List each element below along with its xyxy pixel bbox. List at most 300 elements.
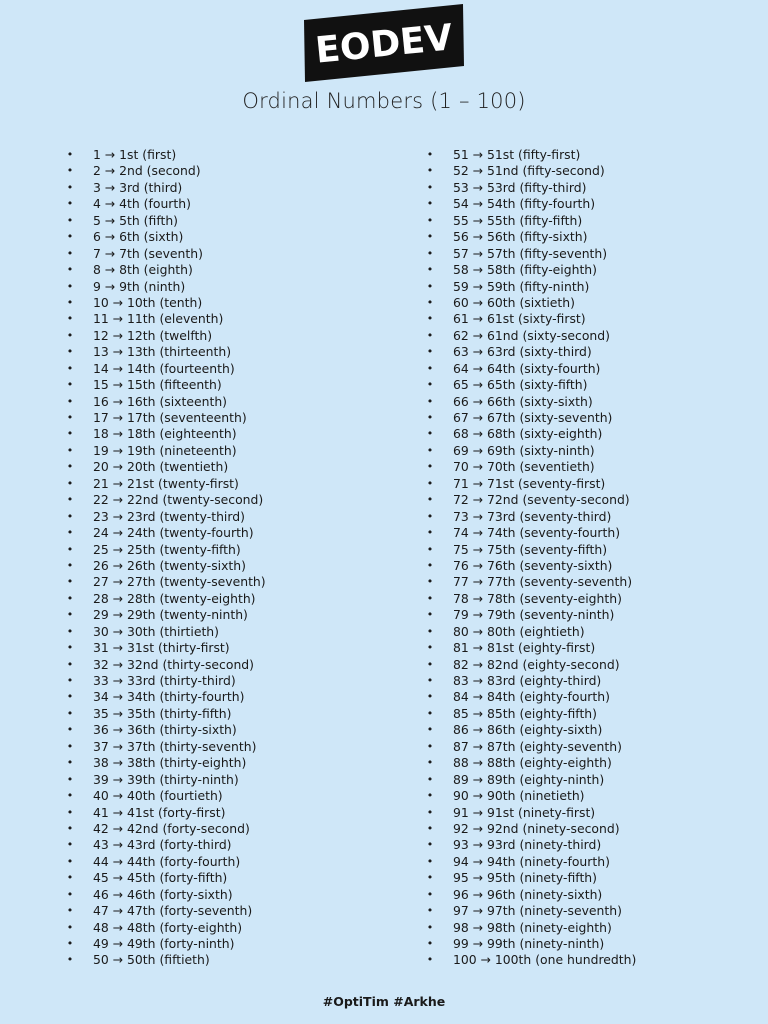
list-item — [426, 706, 636, 722]
list-item-text: 73 → 73rd (seventy-third) — [453, 508, 612, 524]
list-item-text: 23 → 23rd (twenty-third) — [93, 508, 245, 524]
list-item — [426, 443, 636, 459]
bullet-icon: • — [66, 871, 74, 885]
bullet-icon: • — [426, 871, 434, 885]
list-item — [66, 180, 266, 196]
list-item — [426, 788, 636, 804]
bullet-icon: • — [66, 887, 74, 901]
list-item — [66, 394, 266, 410]
list-item — [426, 558, 636, 574]
list-item-text: 58 → 58th (fifty-eighth) — [453, 262, 597, 278]
list-item-text: 15 → 15th (fifteenth) — [93, 377, 222, 393]
list-item-text: 94 → 94th (ninety-fourth) — [453, 853, 610, 869]
list-item-text: 63 → 63rd (sixty-third) — [453, 344, 592, 360]
list-item-text: 62 → 61nd (sixty-second) — [453, 327, 610, 343]
bullet-icon: • — [426, 411, 434, 424]
bullet-icon: • — [66, 674, 74, 687]
list-item — [426, 476, 636, 492]
list-item-text: 60 → 60th (sixtieth) — [453, 294, 575, 310]
bullet-icon: • — [426, 657, 434, 671]
list-item — [426, 837, 636, 853]
list-item — [66, 837, 266, 853]
list-item — [66, 673, 266, 689]
list-item — [66, 492, 266, 508]
bullet-icon: • — [426, 838, 434, 852]
list-item-text: 84 → 84th (eighty-fourth) — [453, 689, 610, 705]
list-item-text: 45 → 45th (forty-fifth) — [93, 870, 228, 886]
bullet-icon: • — [66, 575, 74, 589]
list-item-text: 17 → 17th (seventeenth) — [93, 410, 247, 425]
list-item-text: 30 → 30th (thirtieth) — [93, 623, 219, 639]
list-item-text: 40 → 40th (fourtieth) — [93, 788, 223, 804]
bullet-icon: • — [426, 148, 434, 161]
list-item-text: 68 → 68th (sixty-eighth) — [453, 426, 603, 442]
list-item-text: 47 → 47th (forty-seventh) — [93, 903, 253, 919]
bullet-icon: • — [426, 920, 434, 934]
list-item — [66, 920, 266, 936]
bullet-icon: • — [66, 411, 74, 424]
bullet-icon: • — [66, 180, 74, 194]
list-item — [426, 492, 636, 508]
list-item-text: 91 → 91st (ninety-first) — [453, 804, 596, 820]
list-item-text: 93 → 93rd (ninety-third) — [453, 837, 602, 853]
bullet-icon: • — [66, 361, 74, 375]
bullet-icon: • — [426, 608, 434, 622]
bullet-icon: • — [66, 394, 74, 408]
list-item — [66, 295, 266, 311]
bullet-icon: • — [66, 526, 74, 540]
bullet-icon: • — [66, 542, 74, 556]
list-item — [66, 805, 266, 821]
bullet-icon: • — [426, 230, 434, 244]
bullet-icon: • — [426, 476, 434, 490]
bullet-icon: • — [426, 526, 434, 540]
list-item-text: 4 → 4th (fourth) — [93, 196, 191, 212]
list-item — [426, 328, 636, 344]
list-item-text: 25 → 25th (twenty-fifth) — [93, 541, 241, 557]
list-item-text: 66 → 66th (sixty-sixth) — [453, 393, 593, 409]
bullet-icon: • — [66, 312, 74, 326]
footer-hashtags: #OptiTim #Arkhe — [322, 994, 446, 1009]
list-item-text: 48 → 48th (forty-eighth) — [93, 919, 243, 935]
list-item — [426, 755, 636, 771]
list-item — [426, 180, 636, 196]
list-item — [66, 870, 266, 886]
list-item-text: 78 → 78th (seventy-eighth) — [453, 590, 622, 606]
list-item — [426, 657, 636, 673]
list-item-text: 52 → 51nd (fifty-second) — [453, 163, 605, 179]
list-item-text: 9 → 9th (ninth) — [93, 278, 186, 294]
list-item-text: 2 → 2nd (second) — [93, 163, 201, 179]
list-item — [426, 903, 636, 919]
list-item — [426, 640, 636, 656]
bullet-icon: • — [426, 690, 434, 704]
bullet-icon: • — [426, 624, 434, 638]
list-item-text: 19 → 19th (nineteenth) — [93, 442, 237, 458]
list-item-text: 49 → 49th (forty-ninth) — [93, 936, 235, 951]
list-item-text: 70 → 70th (seventieth) — [453, 459, 595, 475]
list-item — [426, 739, 636, 755]
bullet-icon: • — [66, 493, 74, 507]
bullet-icon: • — [426, 279, 434, 293]
bullet-icon: • — [426, 723, 434, 737]
bullet-icon: • — [426, 854, 434, 868]
list-item-text: 6 → 6th (sixth) — [93, 229, 184, 245]
bullet-icon: • — [426, 805, 434, 819]
list-item-text: 97 → 97th (ninety-seventh) — [453, 903, 622, 919]
bullet-icon: • — [66, 213, 74, 227]
bullet-icon: • — [66, 739, 74, 753]
list-item — [426, 229, 636, 245]
bullet-icon: • — [66, 443, 74, 457]
list-item — [66, 739, 266, 755]
list-item-text: 71 → 71st (seventy-first) — [453, 475, 606, 491]
list-item — [66, 377, 266, 393]
bullet-icon: • — [426, 937, 434, 950]
bullet-icon: • — [66, 608, 74, 622]
bullet-icon: • — [66, 690, 74, 704]
bullet-icon: • — [426, 378, 434, 392]
bullet-icon: • — [66, 838, 74, 852]
bullet-icon: • — [426, 295, 434, 309]
list-item-text: 85 → 85th (eighty-fifth) — [453, 705, 597, 721]
bullet-icon: • — [66, 263, 74, 277]
list-item-text: 29 → 29th (twenty-ninth) — [93, 607, 248, 623]
list-item-text: 61 → 61st (sixty-first) — [453, 311, 586, 327]
list-item-text: 20 → 20th (twentieth) — [93, 459, 229, 475]
list-item — [426, 805, 636, 821]
list-item — [426, 262, 636, 278]
list-item — [66, 509, 266, 525]
list-item-text: 46 → 46th (forty-sixth) — [93, 886, 233, 902]
list-item-text: 56 → 56th (fifty-sixth) — [453, 229, 588, 245]
list-item — [66, 624, 266, 640]
bullet-icon: • — [66, 904, 74, 918]
bullet-icon: • — [66, 460, 74, 474]
list-item-text: 69 → 69th (sixty-ninth) — [453, 442, 595, 458]
bullet-icon: • — [426, 887, 434, 901]
list-item — [66, 410, 266, 426]
list-item — [66, 279, 266, 295]
list-item — [426, 426, 636, 442]
bullet-icon: • — [66, 854, 74, 868]
list-item-text: 80 → 80th (eightieth) — [453, 623, 585, 639]
list-item-text: 90 → 90th (ninetieth) — [453, 788, 585, 804]
bullet-icon: • — [426, 197, 434, 211]
list-item — [66, 755, 266, 771]
list-item-text: 32 → 32nd (thirty-second) — [93, 656, 254, 672]
bullet-icon: • — [426, 789, 434, 803]
bullet-icon: • — [426, 164, 434, 178]
bullet-icon: • — [66, 657, 74, 671]
list-item — [66, 163, 266, 179]
list-item — [66, 196, 266, 212]
list-item — [66, 246, 266, 262]
ordinal-list-left — [66, 147, 266, 969]
list-item-text: 77 → 77th (seventy-seventh) — [453, 574, 633, 590]
list-item-text: 42 → 42nd (forty-second) — [93, 820, 250, 836]
list-item-text: 57 → 57th (fifty-seventh) — [453, 245, 608, 261]
list-item — [426, 542, 636, 558]
list-item — [426, 624, 636, 640]
bullet-icon: • — [66, 230, 74, 244]
bullet-icon: • — [66, 558, 74, 572]
list-item — [426, 246, 636, 262]
bullet-icon: • — [66, 246, 74, 260]
list-item — [66, 936, 266, 952]
list-item-text: 37 → 37th (thirty-seventh) — [93, 738, 257, 754]
bullet-icon: • — [66, 148, 74, 161]
list-item — [426, 854, 636, 870]
bullet-icon: • — [66, 427, 74, 441]
list-item-text: 21 → 21st (twenty-first) — [93, 475, 239, 491]
list-item-text: 28 → 28th (twenty-eighth) — [93, 590, 256, 606]
list-item-text: 82 → 82nd (eighty-second) — [453, 656, 620, 672]
list-item-text: 16 → 16th (sixteenth) — [93, 393, 228, 409]
bullet-icon: • — [66, 378, 74, 392]
list-item — [66, 311, 266, 327]
bullet-icon: • — [426, 361, 434, 375]
bullet-icon: • — [426, 493, 434, 507]
list-item-text: 95 → 95th (ninety-fifth) — [453, 870, 597, 886]
list-item — [426, 147, 636, 163]
list-item — [426, 772, 636, 788]
list-item — [66, 788, 266, 804]
list-item-text: 51 → 51st (fifty-first) — [453, 147, 581, 162]
list-item — [66, 887, 266, 903]
bullet-icon: • — [66, 772, 74, 786]
list-item-text: 5 → 5th (fifth) — [93, 212, 179, 228]
list-item — [426, 887, 636, 903]
list-item — [426, 295, 636, 311]
list-item-text: 44 → 44th (forty-fourth) — [93, 853, 241, 869]
list-item — [426, 311, 636, 327]
list-item-text: 98 → 98th (ninety-eighth) — [453, 919, 612, 935]
bullet-icon: • — [426, 509, 434, 523]
bullet-icon: • — [66, 345, 74, 359]
list-item — [426, 870, 636, 886]
bullet-icon: • — [426, 821, 434, 835]
bullet-icon: • — [426, 591, 434, 605]
logo-text: EODEV — [313, 17, 455, 72]
bullet-icon: • — [426, 706, 434, 720]
list-item-text: 59 → 59th (fifty-ninth) — [453, 278, 590, 294]
list-item — [66, 542, 266, 558]
bullet-icon: • — [66, 953, 74, 967]
bullet-icon: • — [426, 394, 434, 408]
list-item — [426, 574, 636, 590]
list-item-text: 3 → 3rd (third) — [93, 179, 183, 195]
list-item — [66, 558, 266, 574]
list-item — [426, 196, 636, 212]
bullet-icon: • — [66, 920, 74, 934]
list-item-text: 31 → 31st (thirty-first) — [93, 640, 230, 656]
list-item — [66, 821, 266, 837]
bullet-icon: • — [426, 558, 434, 572]
list-item-text: 24 → 24th (twenty-fourth) — [93, 525, 254, 541]
list-item — [66, 591, 266, 607]
list-item-text: 43 → 43rd (forty-third) — [93, 837, 232, 853]
bullet-icon: • — [66, 476, 74, 490]
list-item-text: 13 → 13th (thirteenth) — [93, 344, 232, 360]
page-title: Ordinal Numbers (1 – 100) — [242, 89, 526, 113]
bullet-icon: • — [426, 443, 434, 457]
list-item — [66, 952, 266, 968]
list-item — [426, 163, 636, 179]
list-item — [66, 854, 266, 870]
bullet-icon: • — [66, 591, 74, 605]
bullet-icon: • — [426, 180, 434, 194]
list-item-text: 88 → 88th (eighty-eighth) — [453, 755, 612, 771]
list-item-text: 81 → 81st (eighty-first) — [453, 640, 596, 656]
list-item-text: 74 → 74th (seventy-fourth) — [453, 525, 621, 541]
list-item-text: 39 → 39th (thirty-ninth) — [93, 771, 239, 787]
list-item — [426, 459, 636, 475]
list-item — [66, 689, 266, 705]
list-item — [426, 410, 636, 426]
bullet-icon: • — [426, 345, 434, 359]
list-item-text: 27 → 27th (twenty-seventh) — [93, 574, 266, 590]
list-item — [66, 657, 266, 673]
list-item-text: 41 → 41st (forty-first) — [93, 804, 226, 820]
list-item-text: 65 → 65th (sixty-fifth) — [453, 377, 588, 393]
list-item-text: 1 → 1st (first) — [93, 147, 177, 162]
list-item — [426, 213, 636, 229]
bullet-icon: • — [426, 756, 434, 770]
list-item-text: 36 → 36th (thirty-sixth) — [93, 722, 237, 738]
list-item-text: 33 → 33rd (thirty-third) — [93, 673, 236, 688]
bullet-icon: • — [426, 460, 434, 474]
list-item — [66, 640, 266, 656]
bullet-icon: • — [426, 772, 434, 786]
list-item-text: 14 → 14th (fourteenth) — [93, 360, 235, 376]
list-item-text: 8 → 8th (eighth) — [93, 262, 193, 278]
list-item — [66, 361, 266, 377]
list-item-text: 96 → 96th (ninety-sixth) — [453, 886, 603, 902]
bullet-icon: • — [66, 279, 74, 293]
list-item — [66, 722, 266, 738]
list-item — [66, 229, 266, 245]
list-item-text: 10 → 10th (tenth) — [93, 294, 203, 310]
ordinal-list-right — [426, 147, 636, 969]
bullet-icon: • — [66, 295, 74, 309]
list-item-text: 87 → 87th (eighty-seventh) — [453, 738, 622, 754]
list-item-text: 83 → 83rd (eighty-third) — [453, 673, 602, 688]
list-item-text: 99 → 99th (ninety-ninth) — [453, 936, 605, 951]
list-item-text: 75 → 75th (seventy-fifth) — [453, 541, 608, 557]
list-item — [66, 426, 266, 442]
list-item-text: 55 → 55th (fifty-fifth) — [453, 212, 583, 228]
list-item — [426, 279, 636, 295]
bullet-icon: • — [66, 164, 74, 178]
bullet-icon: • — [66, 706, 74, 720]
list-item-text: 38 → 38th (thirty-eighth) — [93, 755, 247, 771]
list-item — [66, 525, 266, 541]
list-item — [426, 394, 636, 410]
list-item — [426, 952, 636, 968]
list-item-text: 50 → 50th (fiftieth) — [93, 952, 210, 968]
bullet-icon: • — [66, 937, 74, 950]
bullet-icon: • — [66, 641, 74, 655]
list-item — [426, 525, 636, 541]
list-item-text: 34 → 34th (thirty-fourth) — [93, 689, 245, 705]
list-item — [426, 920, 636, 936]
list-item-text: 35 → 35th (thirty-fifth) — [93, 705, 232, 721]
list-item — [66, 706, 266, 722]
bullet-icon: • — [426, 739, 434, 753]
list-item — [426, 509, 636, 525]
bullet-icon: • — [426, 953, 434, 967]
list-item — [66, 147, 266, 163]
list-item-text: 76 → 76th (seventy-sixth) — [453, 557, 613, 573]
list-item — [426, 377, 636, 393]
list-item-text: 64 → 64th (sixty-fourth) — [453, 360, 601, 376]
bullet-icon: • — [426, 263, 434, 277]
list-item — [426, 821, 636, 837]
bullet-icon: • — [426, 246, 434, 260]
eodev-logo — [304, 4, 464, 82]
list-item — [66, 574, 266, 590]
list-item-text: 18 → 18th (eighteenth) — [93, 426, 237, 442]
bullet-icon: • — [66, 509, 74, 523]
list-item — [66, 459, 266, 475]
bullet-icon: • — [66, 197, 74, 211]
list-item — [66, 262, 266, 278]
list-item-text: 12 → 12th (twelfth) — [93, 327, 213, 343]
list-item-text: 67 → 67th (sixty-seventh) — [453, 410, 613, 425]
list-item — [66, 772, 266, 788]
list-item — [426, 689, 636, 705]
list-item-text: 86 → 86th (eighty-sixth) — [453, 722, 603, 738]
list-item-text: 11 → 11th (eleventh) — [93, 311, 224, 327]
bullet-icon: • — [66, 328, 74, 342]
list-item — [426, 936, 636, 952]
list-item — [66, 443, 266, 459]
list-item-text: 72 → 72nd (seventy-second) — [453, 492, 630, 508]
bullet-icon: • — [426, 427, 434, 441]
list-item — [426, 607, 636, 623]
list-item-text: 53 → 53rd (fifty-third) — [453, 179, 587, 195]
bullet-icon: • — [66, 789, 74, 803]
list-item — [66, 607, 266, 623]
list-item — [426, 591, 636, 607]
bullet-icon: • — [426, 542, 434, 556]
list-item — [66, 328, 266, 344]
bullet-icon: • — [66, 821, 74, 835]
bullet-icon: • — [66, 805, 74, 819]
list-item — [426, 673, 636, 689]
list-item — [426, 722, 636, 738]
bullet-icon: • — [426, 674, 434, 687]
list-item-text: 89 → 89th (eighty-ninth) — [453, 771, 605, 787]
bullet-icon: • — [66, 624, 74, 638]
list-item — [426, 344, 636, 360]
list-item — [66, 344, 266, 360]
list-item — [426, 361, 636, 377]
bullet-icon: • — [426, 904, 434, 918]
bullet-icon: • — [426, 328, 434, 342]
bullet-icon: • — [426, 312, 434, 326]
list-item-text: 26 → 26th (twenty-sixth) — [93, 557, 246, 573]
list-item — [66, 476, 266, 492]
bullet-icon: • — [66, 756, 74, 770]
list-item-text: 92 → 92nd (ninety-second) — [453, 820, 620, 836]
list-item — [66, 213, 266, 229]
list-item-text: 7 → 7th (seventh) — [93, 245, 203, 261]
bullet-icon: • — [66, 723, 74, 737]
list-item-text: 79 → 79th (seventy-ninth) — [453, 607, 615, 623]
bullet-icon: • — [426, 213, 434, 227]
